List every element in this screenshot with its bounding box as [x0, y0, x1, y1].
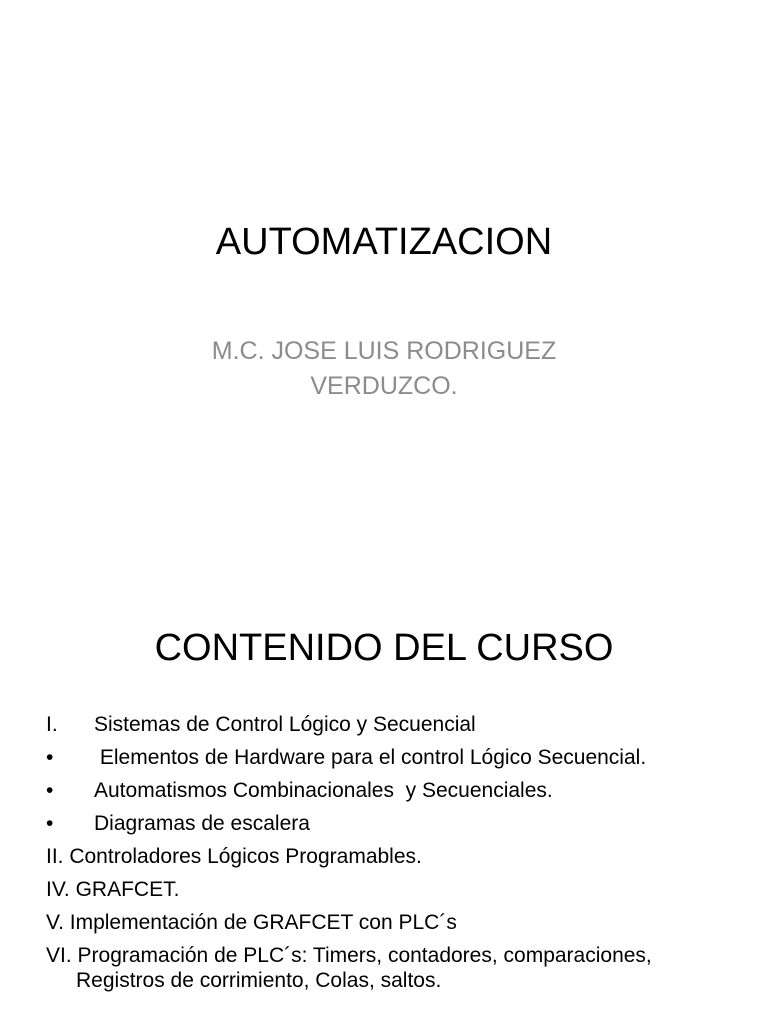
list-item: VI. Programación de PLC´s: Timers, contadores, comparaciones, Registros de corrimiento, Colas, saltos. — [46, 944, 652, 992]
contents-title: CONTENIDO DEL CURSO — [154, 627, 614, 669]
list-item — [46, 712, 746, 737]
author-subtitle — [134, 334, 634, 404]
slide-contents — [0, 576, 768, 1024]
list-marker: I. — [46, 713, 58, 736]
course-contents-list — [46, 712, 746, 1001]
bullet-icon: • — [46, 746, 54, 769]
author-line-1: M.C. JOSE LUIS RODRIGUEZ — [211, 337, 557, 365]
list-item-text: Sistemas de Control Lógico y Secuencial — [94, 713, 476, 736]
list-item: IV. GRAFCET. — [46, 878, 180, 901]
list-item — [46, 811, 746, 836]
list-item: II. Controladores Lógicos Programables. — [46, 845, 422, 868]
presentation-title: AUTOMATIZACION — [215, 221, 553, 263]
list-item-text: Elementos de Hardware para el control Lógico Secuencial. — [94, 746, 647, 769]
list-item-text: Automatismos Combinacionales y Secuenciales. — [94, 779, 553, 802]
list-item-text: Diagramas de escalera — [94, 812, 310, 835]
list-item — [46, 778, 746, 803]
author-line-2: VERDUZCO. — [310, 372, 458, 400]
bullet-icon: • — [46, 812, 54, 835]
list-item: V. Implementación de GRAFCET con PLC´s — [46, 911, 457, 934]
list-item — [46, 745, 746, 770]
bullet-icon: • — [46, 779, 54, 802]
